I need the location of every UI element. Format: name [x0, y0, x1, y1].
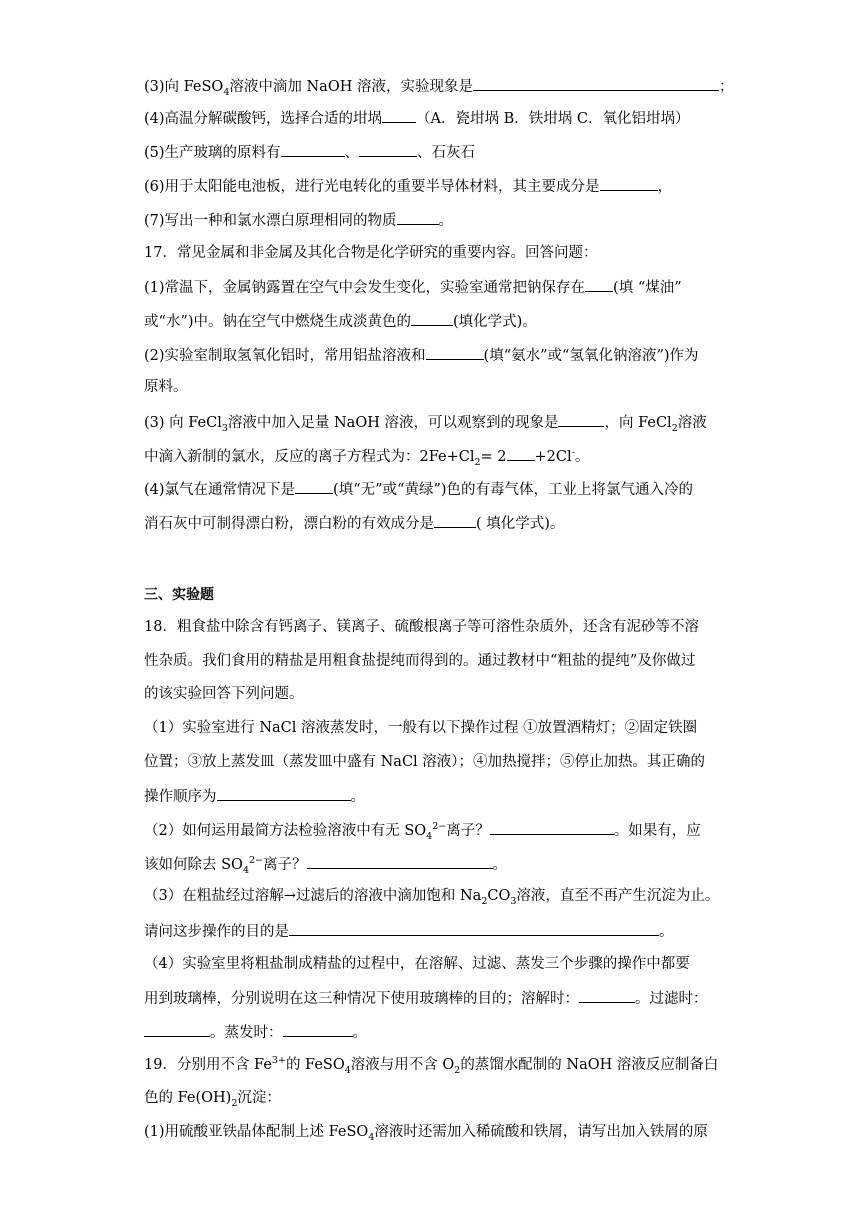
q17-1-line-a [144, 276, 682, 296]
text: 的该实验回答下列问题。 [144, 686, 304, 702]
text: 。过滤时： [635, 991, 708, 1007]
text: 。 [438, 213, 454, 229]
text: 消石灰中可制得漂白粉，漂白粉的有效成分是 [144, 516, 434, 532]
text: （2）如何运用最简方法检验溶液中有无 SO [144, 823, 427, 839]
text: （3）在粗盐经过溶解→过滤后的溶液中滴加饱和 Na [144, 888, 482, 904]
superscript: 2− [432, 821, 447, 833]
text: 请问这步操作的目的是 [144, 924, 289, 940]
text: 19．分别用不含 Fe [144, 1057, 272, 1073]
text: (填 “煤油” [613, 280, 682, 296]
superscript: 3+ [271, 1055, 286, 1067]
q17-4-line-a [144, 478, 693, 498]
q18-1-line-c [144, 785, 365, 805]
text: （A．瓷坩埚 B．铁坩埚 C．氧化铝坩埚） [416, 111, 690, 127]
text: 17．常见金属和非金属及其化合物是化学研究的重要内容。回答问题： [144, 245, 598, 261]
subscript: 4 [242, 864, 249, 876]
answer-blank[interactable] [473, 75, 719, 91]
text: 沉淀： [237, 1090, 281, 1106]
q18-3-line-a [144, 886, 719, 906]
answer-blank[interactable] [307, 853, 493, 869]
answer-blank[interactable] [579, 987, 635, 1003]
answer-blank[interactable] [144, 1021, 210, 1037]
text: (2)实验室制取氢氧化铝时，常用铝盐溶液和 [144, 348, 426, 364]
q18-4-line-b [144, 987, 708, 1007]
text: 离子？ [446, 823, 490, 839]
answer-blank[interactable] [426, 344, 484, 360]
answer-blank[interactable] [289, 920, 659, 936]
answer-blank[interactable] [434, 512, 476, 528]
answer-blank[interactable] [283, 1021, 353, 1037]
section-heading [144, 585, 214, 605]
superscript: - [571, 447, 575, 459]
answer-blank[interactable] [281, 141, 345, 157]
text: +2Cl [534, 449, 572, 465]
text: 该如何除去 SO [144, 857, 243, 873]
q17-stem [144, 243, 597, 263]
answer-blank[interactable] [507, 445, 535, 461]
text: (5)生产玻璃的原料有 [144, 145, 281, 161]
answer-blank[interactable] [359, 141, 417, 157]
subscript: 4 [426, 830, 433, 842]
text: (6)用于太阳能电池板，进行光电转化的重要半导体材料，其主要成分是 [144, 179, 600, 195]
q18-1-line-b [144, 752, 705, 772]
section-title: 三、实验题 [144, 587, 214, 603]
q18-stem-b [144, 651, 695, 671]
answer-blank[interactable] [217, 785, 351, 801]
superscript: 2− [248, 855, 263, 867]
answer-blank[interactable] [585, 276, 613, 292]
subscript: 4 [344, 1064, 351, 1076]
text: 位置；③放上蒸发皿（蒸发皿中盛有 NaCl 溶液）；④加热搅拌；⑤停止加热。其正确的 [144, 754, 706, 770]
subscript: 2 [454, 1064, 461, 1076]
text: 。 [574, 449, 590, 465]
text: 的 FeSO [285, 1057, 345, 1073]
q19-stem-b [144, 1088, 281, 1108]
q17-3-line-b [144, 445, 590, 468]
text: 操作顺序为 [144, 789, 217, 805]
subscript: 2 [671, 422, 678, 434]
text: 中滴入新制的氯水，反应的离子方程式为：2Fe+Cl [144, 449, 475, 465]
text: 。 [352, 1025, 367, 1041]
text: 。 [659, 924, 674, 940]
text: 溶液时还需加入稀硫酸和铁屑，请写出加入铁屑的原 [374, 1124, 708, 1140]
text: 。 [492, 857, 507, 873]
q16-6-line [144, 175, 672, 195]
text: (1)用硫酸亚铁晶体配制上述 FeSO [144, 1124, 369, 1140]
answer-blank[interactable] [382, 107, 416, 123]
q19-1-line-a [144, 1122, 708, 1142]
text: (1)常温下，金属钠露置在空气中会发生变化，实验室通常把钠保存在 [144, 280, 586, 296]
answer-blank[interactable] [558, 411, 604, 427]
q16-3-line [144, 75, 734, 98]
text: 18．粗食盐中除含有钙离子、镁离子、硫酸根离子等可溶性杂质外，还含有泥砂等不溶 [144, 619, 699, 635]
subscript: 3 [510, 895, 517, 907]
subscript: 2 [481, 895, 488, 907]
text: 离子？ [263, 857, 307, 873]
answer-blank[interactable] [397, 209, 439, 225]
subscript: 3 [221, 422, 228, 434]
text: 。 [350, 789, 365, 805]
q17-2-line-a [144, 344, 699, 364]
text: 溶液中滴加 NaOH 溶液，实验现象是 [229, 79, 473, 95]
subscript: 2 [231, 1097, 238, 1109]
text: 用到玻璃棒，分别说明在这三种情况下使用玻璃棒的目的；溶解时： [144, 991, 579, 1007]
text: ， [657, 179, 673, 195]
q17-2-line-b [144, 377, 188, 397]
text: 色的 Fe(OH) [144, 1090, 232, 1106]
answer-blank[interactable] [295, 478, 333, 494]
q16-4-line [144, 107, 690, 127]
text: 。蒸发时： [210, 1025, 283, 1041]
text: 溶液 [677, 415, 707, 431]
text: (4)氯气在通常情况下是 [144, 482, 296, 498]
q17-4-line-b [144, 512, 564, 532]
text: = 2 [480, 449, 507, 465]
answer-blank[interactable] [600, 175, 658, 191]
text: 。如果有，应 [613, 823, 701, 839]
text: (填“氨水”或“氢氧化钠溶液”)作为 [483, 348, 699, 364]
q18-4-line-c [144, 1021, 367, 1041]
text: ( 填化学式)。 [476, 516, 565, 532]
text: 溶液与用不含 O [350, 1057, 455, 1073]
text: （4）实验室里将粗盐制成精盐的过程中，在溶解、过滤、蒸发三个步骤的操作中都要 [144, 956, 690, 972]
answer-blank[interactable] [411, 310, 453, 326]
text: 、 [344, 145, 360, 161]
q17-3-line-a [144, 411, 707, 434]
answer-blank[interactable] [490, 819, 614, 835]
q18-stem-a [144, 617, 699, 637]
text: CO [487, 888, 511, 904]
text: 溶液，直至不再产生沉淀为止。 [516, 888, 720, 904]
text: （1）实验室进行 NaCl 溶液蒸发时，一般有以下操作过程 ①放置酒精灯；②固定铁圈 [144, 720, 698, 736]
text: (3) 向 FeCl [144, 415, 222, 431]
q18-3-line-b [144, 920, 674, 940]
subscript: 4 [368, 1131, 375, 1143]
subscript: 4 [223, 86, 230, 98]
q18-2-line-a [144, 819, 701, 842]
text: 性杂质。我们食用的精盐是用粗食盐提纯而得到的。通过教材中“粗盐的提纯”及你做过 [144, 653, 696, 669]
text: 、石灰石 [417, 145, 476, 161]
q19-stem-a [144, 1055, 718, 1075]
q18-2-line-b [144, 853, 507, 876]
q18-1-line-a [144, 718, 697, 738]
text: (填“无”或“黄绿”)色的有毒气体，工业上将氯气通入冷的 [333, 482, 694, 498]
text: (3)向 FeSO [144, 79, 224, 95]
q17-1-line-b [144, 310, 537, 330]
q18-4-line-a [144, 954, 690, 974]
q16-5-line [144, 141, 475, 161]
text: (4)高温分解碳酸钙，选择合适的坩埚 [144, 111, 383, 127]
q16-7-line [144, 209, 453, 229]
text: ，向 FeCl [604, 415, 672, 431]
text: (填化学式)。 [452, 314, 537, 330]
text: 或“水”)中。钠在空气中燃烧生成淡黄色的 [144, 314, 411, 330]
subscript: 2 [474, 456, 481, 468]
text: (7)写出一种和氯水漂白原理相同的物质 [144, 213, 397, 229]
text: 原料。 [144, 379, 188, 395]
text: 溶液中加入足量 NaOH 溶液，可以观察到的现象是 [227, 415, 559, 431]
text: 的蒸馏水配制的 NaOH 溶液反应制备白 [460, 1057, 719, 1073]
q18-stem-c [144, 684, 304, 704]
text: ； [718, 79, 734, 95]
